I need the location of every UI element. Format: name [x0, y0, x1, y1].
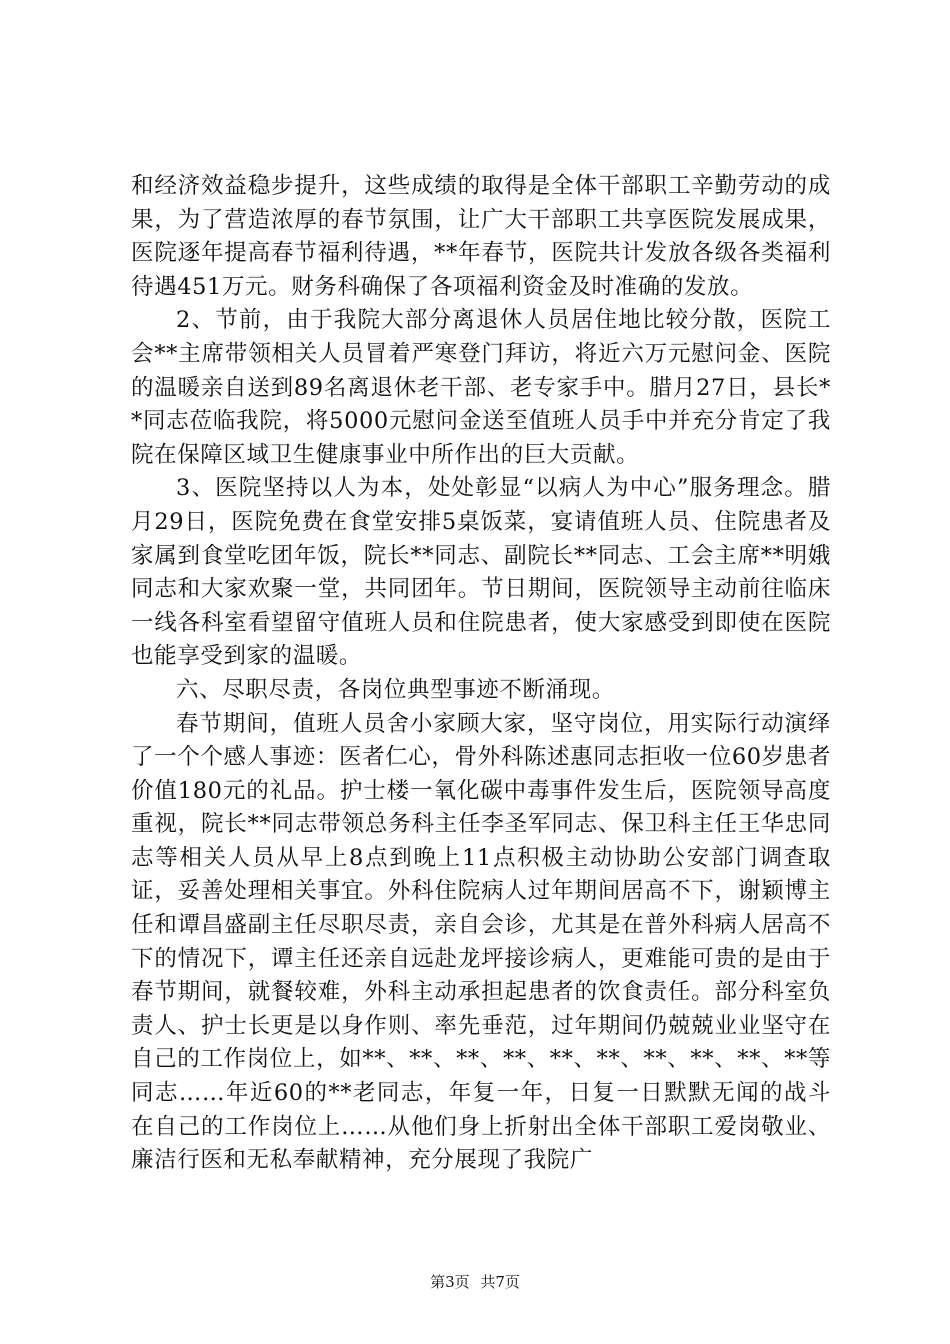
paragraph-item-2: 2、节前，由于我院大部分离退休人员居住地比较分散，医院工会**主席带领相关人员冒着严寒登门拜访，将近六万元慰问金、医院的温暖亲自送到89名离退休老干部、老专家手中。腊月27日，县长**同志莅临我院，将5000元慰问金送至值班人员手中并充分肯定了我院在保障区域卫生健康事业中所作出的巨大贡献。: [131, 307, 831, 468]
page-number: 第3页: [430, 1273, 470, 1291]
document-body: [131, 170, 831, 1178]
paragraph-continuation: 和经济效益稳步提升，这些成绩的取得是全体干部职工辛勤劳动的成果，为了营造浓厚的春节氛围，让广大干部职工共享医院发展成果，医院逐年提高春节福利待遇，**年春节，医院共计发放各级各类福利待遇451万元。财务科确保了各项福利资金及时准确的发放。: [131, 173, 831, 300]
page-footer: [0, 1272, 950, 1292]
page-total: 共7页: [480, 1273, 520, 1291]
paragraph-spring-festival: 春节期间，值班人员舍小家顾大家，坚守岗位，用实际行动演绎了一个个感人事迹：医者仁心，骨外科陈述惠同志拒收一位60岁患者价值180元的礼品。护士楼一氧化碳中毒事件发生后，医院领导高度重视，院长**同志带领总务科主任李圣军同志、保卫科主任王华忠同志等相关人员从早上8点到晚上11点积极主动协助公安部门调查取证，妥善处理相关事宜。外科住院病人过年期间居高不下，谢颖博主任和谭昌盛副主任尽职尽责，亲自会诊，尤其是在普外科病人居高不下的情况下，谭主任还亲自远赴龙坪接诊病人，更难能可贵的是由于春节期间，就餐较难，外科主动承担起患者的饮食责任。部分科室负责人、护士长更是以身作则、率先垂范，过年期间仍兢兢业业坚守在自己的工作岗位上，如**、**、**、**、**、**、**、**、**、**等同志……年近60的**老同志，年复一年，日复一日默默无闻的战斗在自己的工作岗位上……从他们身上折射出全体干部职工爱岗敬业、廉洁行医和无私奉献精神，充分展现了我院广: [131, 710, 831, 1174]
paragraph-item-3: 3、医院坚持以人为本，处处彰显“以病人为中心”服务理念。腊月29日，医院免费在食堂安排5桌饭菜，宴请值班人员、住院患者及家属到食堂吃团年饭，院长**同志、副院长**同志、工会主席**明娥同志和大家欢聚一堂，共同团年。节日期间，医院领导主动前往临床一线各科室看望留守值班人员和住院患者，使大家感受到即使在医院也能享受到家的温暖。: [131, 475, 831, 670]
section-heading-6: 六、尽职尽责，各岗位典型事迹不断涌现。: [176, 676, 615, 703]
